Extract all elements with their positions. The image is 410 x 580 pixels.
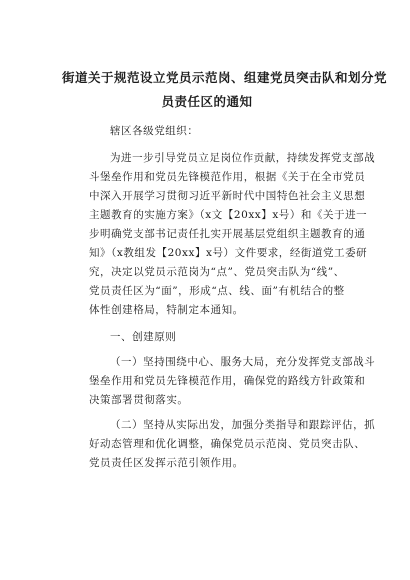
paragraph-1-line: 党员责任区为“面”，形成“点、线、面”有机结合的整 <box>89 285 345 297</box>
item-1-line: （一）坚持围绕中心、服务大局，充分发挥党支部战斗 <box>110 356 376 368</box>
item-2-line: （二）坚持从实际出发，加强分类指导和跟踪评估，抓 <box>110 419 376 431</box>
salutation: 辖区各级党组织： <box>110 125 199 137</box>
paragraph-1-line: 体性创建格局，特制定本通知。 <box>89 304 244 316</box>
item-1-line: 决策部署贯彻落实。 <box>89 394 189 406</box>
item-1-line: 堡垒作用和党员先锋模范作用，确保党的路线方针政策和 <box>89 375 366 387</box>
item-2-line: 党员责任区发挥示范引领作用。 <box>89 457 244 469</box>
document-title-line-1: 街道关于规范设立党员示范岗、组建党员突击队和划分党 <box>62 70 388 85</box>
section-heading: 一、创建原则 <box>110 331 177 343</box>
paragraph-1-line: 中深入开展学习贯彻习近平新时代中国特色社会主义思想 <box>89 190 366 202</box>
item-2-line: 好动态管理和优化调整，确保党员示范岗、党员突击队、 <box>89 438 366 450</box>
paragraph-1-line: 步明确党支部书记责任扎实开展基层党组织主题教育的通 <box>89 228 366 240</box>
paragraph-1-line: 为进一步引导党员立足岗位作贡献，持续发挥党支部战 <box>110 152 376 164</box>
paragraph-1-line: 斗堡垒作用和党员先锋模范作用，根据《关于在全市党员 <box>89 171 366 183</box>
paragraph-1-line: 究，决定以党员示范岗为“点”、党员突击队为“线”、 <box>89 266 345 278</box>
document-title-line-2: 员责任区的通知 <box>161 94 253 109</box>
paragraph-1-line: 主题教育的实施方案》（x文【20xx】x号）和《关于进一 <box>89 209 368 221</box>
paragraph-1-line: 知》（x教组发【20xx】x号）文件要求，经街道党工委研 <box>89 247 368 259</box>
